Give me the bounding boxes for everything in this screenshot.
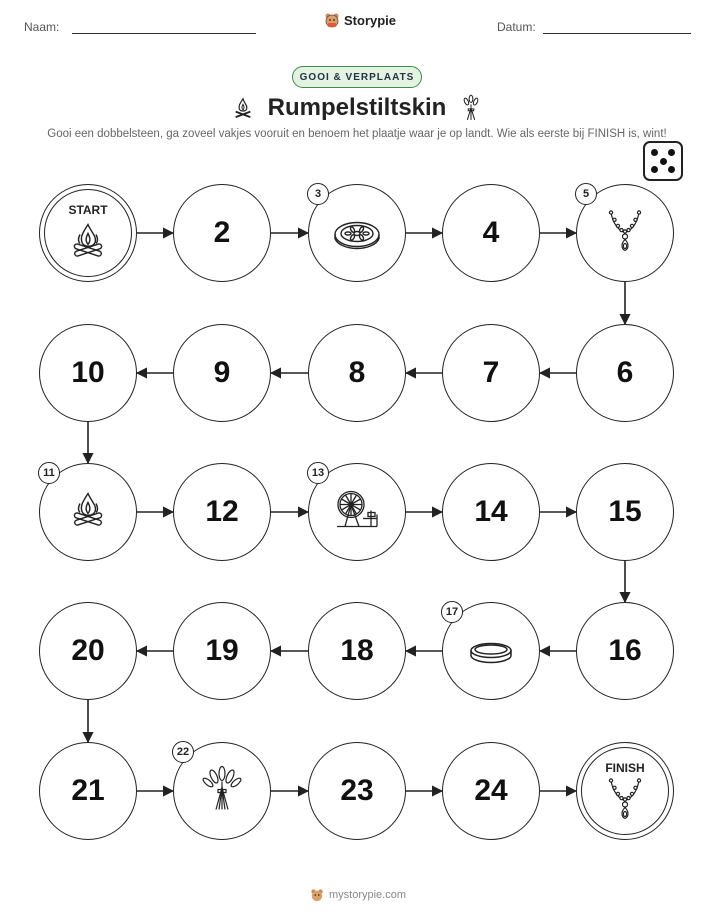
board-space [442, 602, 540, 700]
board-space [576, 463, 674, 561]
necklace-icon [605, 776, 645, 825]
game-type-pill: GOOI & VERPLAATS [292, 66, 422, 88]
space-number: 19 [205, 634, 239, 667]
board-space [173, 602, 271, 700]
space-number: 20 [71, 634, 105, 667]
space-number: 14 [474, 495, 508, 528]
campfire-icon [68, 490, 108, 535]
space-number-badge: 13 [307, 462, 329, 484]
campfire-icon [68, 220, 108, 265]
space-number: 2 [213, 216, 231, 249]
spinning-wheel-icon [333, 489, 381, 536]
space-number-badge: 22 [172, 741, 194, 763]
start-label: START [68, 203, 108, 217]
space-number: 6 [616, 356, 634, 389]
board-space [442, 324, 540, 422]
board-space [173, 184, 271, 282]
instructions: Gooi een dobbelsteen, ga zoveel vakjes vooruit en benoem het plaatje waar je op landt. Wie als eerste bij FINISH is, wint! [47, 128, 667, 140]
footer [310, 888, 406, 902]
board-space [576, 602, 674, 700]
board-space [308, 184, 406, 282]
space-number: 21 [71, 774, 105, 807]
board-space [173, 463, 271, 561]
board-space [576, 184, 674, 282]
board-space [308, 324, 406, 422]
finish-label: FINISH [605, 761, 645, 775]
space-number: 23 [340, 774, 374, 807]
board-space [39, 184, 137, 282]
board-space [576, 742, 674, 840]
space-number: 4 [482, 216, 500, 249]
spinning-wheel-bobbin-icon [333, 211, 381, 256]
space-number-badge: 17 [441, 601, 463, 623]
board-space [39, 463, 137, 561]
board-space [442, 463, 540, 561]
space-number: 9 [213, 356, 231, 389]
space-number: 12 [205, 495, 239, 528]
space-number: 24 [474, 774, 508, 807]
space-number-badge: 11 [38, 462, 60, 484]
brand-name: Storypie [344, 12, 397, 28]
board-space [39, 602, 137, 700]
footer-url: mystorypie.com [329, 889, 407, 901]
space-number: 18 [340, 634, 374, 667]
board-space [39, 324, 137, 422]
board-space [308, 742, 406, 840]
necklace-icon [605, 209, 645, 258]
board-space [173, 742, 271, 840]
ring-icon [467, 633, 515, 670]
page-title: Rumpelstiltskin [267, 94, 447, 121]
bear-icon [310, 888, 324, 902]
space-number: 15 [608, 495, 642, 528]
wheat-sheaf-icon [202, 766, 242, 817]
space-number: 16 [608, 634, 642, 667]
date-label: Datum: [497, 20, 536, 34]
space-number: 10 [71, 356, 105, 389]
board-space [173, 324, 271, 422]
space-number: 8 [348, 356, 366, 389]
name-label: Naam: [24, 20, 60, 34]
space-number-badge: 5 [575, 183, 597, 205]
board-space [442, 742, 540, 840]
board-space [308, 463, 406, 561]
space-number-badge: 3 [307, 183, 329, 205]
board-space [308, 602, 406, 700]
board-space [576, 324, 674, 422]
board-space [442, 184, 540, 282]
space-number: 7 [482, 356, 500, 389]
board-space [39, 742, 137, 840]
